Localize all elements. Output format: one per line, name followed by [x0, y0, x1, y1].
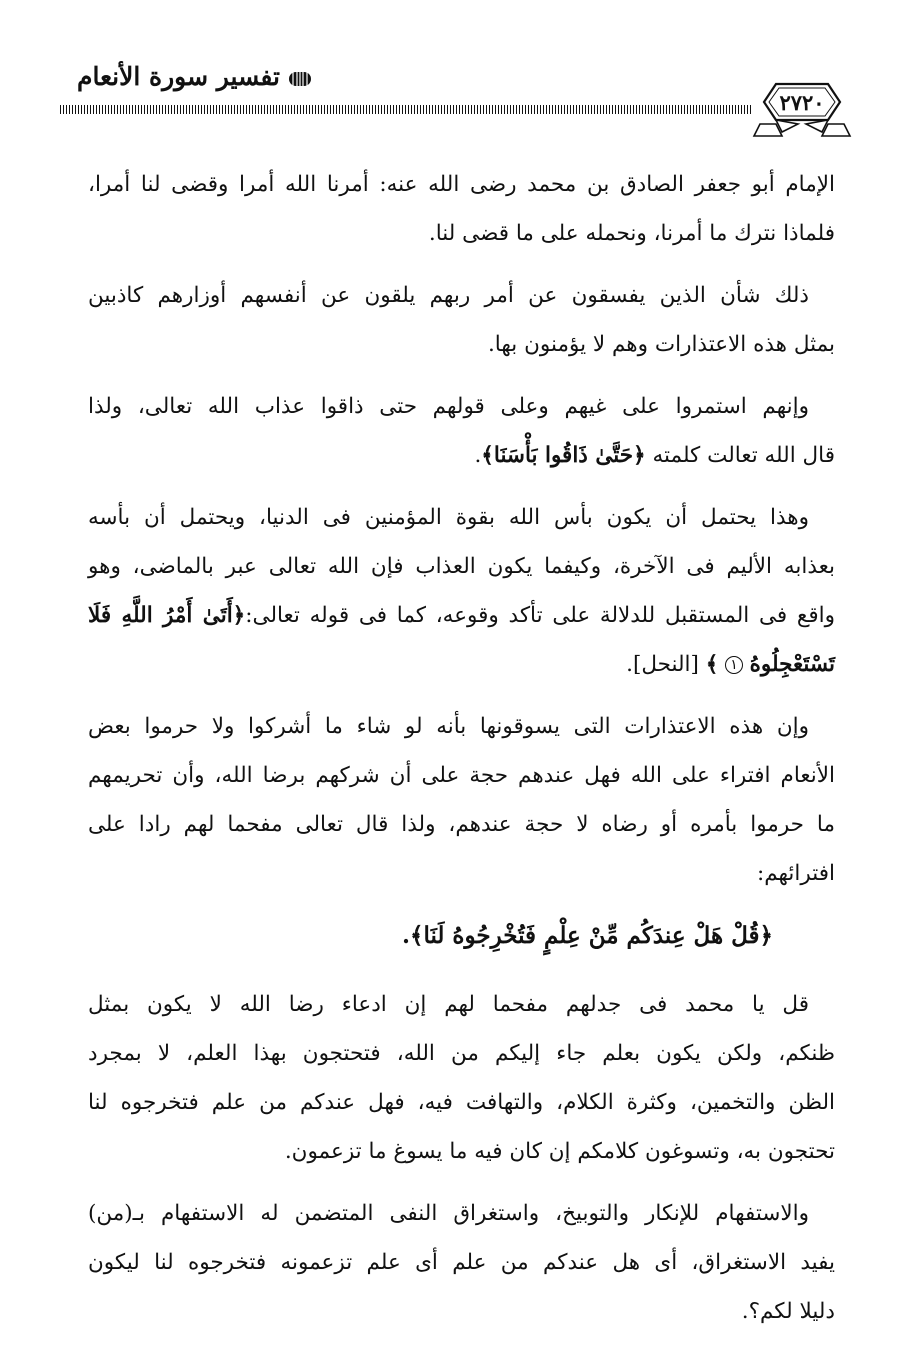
- text-line: قل يا محمد فى جدلهم مفحما لهم إن ادعاء رضا الله لا يكون بمثل: [88, 992, 809, 1017]
- text-fragment: واقع فى المستقبل للدلالة على تأكد وقوعه، كما فى قوله تعالى:: [245, 603, 835, 628]
- header-rule: [60, 105, 752, 114]
- quran-verse-block: ﴿قُلْ هَلْ عِندَكُم مِّنْ عِلْمٍ فَتُخْرِجُوهُ لَنَا﴾.: [401, 922, 773, 949]
- text-line: افترائهم:: [756, 861, 835, 886]
- text-line: يفيد الاستغراق، أى هل عندكم من علم أى علم تزعمونه فتخرجوه لنا ليكون: [88, 1250, 835, 1275]
- text-line: وإن هذه الاعتذارات التى يسوقونها بأنه لو شاء ما أشركوا ولا حرموا بعض: [88, 714, 809, 739]
- page-number-badge: [752, 80, 852, 140]
- text-line: [88, 431, 835, 480]
- paragraph-2: [88, 271, 835, 369]
- text-line: الإمام أبو جعفر الصادق بن محمد رضى الله عنه: أمرنا الله أمرا وقضى لنا أمرا،: [88, 172, 835, 197]
- text-line: وهذا يحتمل أن يكون بأس الله بقوة المؤمنين فى الدنيا، ويحتمل أن بأسه: [88, 505, 809, 530]
- text-line: تحتجون به، وتسوغون كلامكم إن كان فيه ما يسوغ ما تزعمون.: [284, 1139, 835, 1164]
- text-line: [88, 591, 835, 640]
- paragraph-3: [88, 382, 835, 480]
- text-fragment: قال الله تعالت كلمته: [652, 443, 835, 468]
- quran-quote: ﴿أَتَىٰ أَمْرُ اللَّهِ فَلَا: [88, 603, 246, 628]
- text-line: ظنكم، ولكن يكون بعلم جاء إليكم من الله، فتحتجون بهذا العلم، لا بمجرد: [88, 1041, 835, 1066]
- punctuation: .: [474, 443, 482, 468]
- page-body: [88, 160, 835, 1349]
- paragraph-1: [88, 160, 835, 258]
- surah-reference: [النحل].: [626, 652, 699, 677]
- text-line: دليلا لكم؟.: [741, 1299, 835, 1324]
- text-line: والاستفهام للإنكار والتوبيخ، واستغراق النفى المتضمن له الاستفهام بـ(من): [88, 1201, 809, 1226]
- text-line: الأنعام افتراء على الله فهل عندهم حجة على أن شركهم برضا الله، وأن تحريمهم: [88, 763, 835, 788]
- text-line: بمثل هذه الاعتذارات وهم لا يؤمنون بها.: [487, 332, 835, 357]
- text-line: بعذابه الأليم فى الآخرة، وكيفما يكون العذاب فإن الله تعالى عبر بالماضى، وهو: [88, 554, 835, 579]
- text-line: الظن والتخمين، وكثرة الكلام، والتهافت فيه، فهل عندكم من علم فتخرجوه لنا: [88, 1090, 835, 1115]
- quran-quote: تَسْتَعْجِلُوهُ: [749, 652, 835, 677]
- running-title: تفسير سورة الأنعام: [76, 62, 280, 91]
- page-header: [60, 50, 860, 145]
- ayah-number-marker: ١: [725, 656, 743, 674]
- paragraph-5: [88, 702, 835, 898]
- text-line: ما حرموا بأمره أو رضاه لا حجة عندهم، ولذا قال تعالى مفحما لهم رادا على: [88, 812, 835, 837]
- ornament-icon: [288, 68, 312, 90]
- paragraph-6: [88, 980, 835, 1176]
- quran-quote-close: ﴾: [705, 652, 719, 677]
- paragraph-4: [88, 493, 835, 689]
- text-line: وإنهم استمروا على غيهم وعلى قولهم حتى ذاقوا عذاب الله تعالى، ولذا: [88, 394, 809, 419]
- quran-quote: ﴿حَتَّىٰ ذَاقُوا بَأْسَنَا﴾: [481, 443, 646, 468]
- text-line: فلماذا نترك ما أمرنا، ونحمله على ما قضى لنا.: [428, 221, 835, 246]
- page-number: ٢٧٢٠: [779, 90, 825, 115]
- paragraph-7: [88, 1189, 835, 1336]
- text-line: [88, 640, 835, 689]
- text-line: ذلك شأن الذين يفسقون عن أمر ربهم يلقون عن أنفسهم أوزارهم كاذبين: [88, 283, 809, 308]
